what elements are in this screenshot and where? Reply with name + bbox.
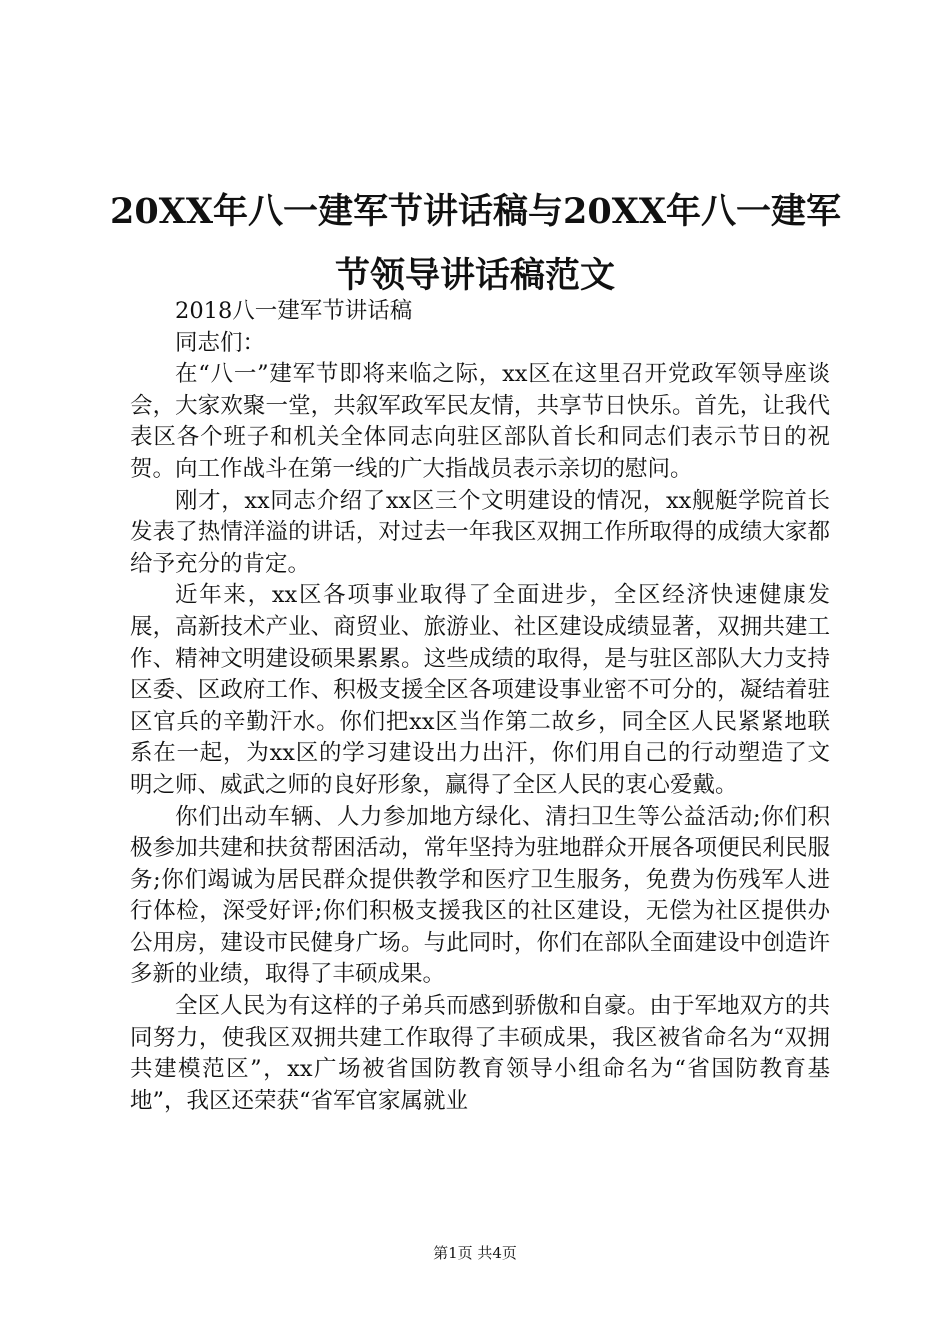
paragraph: 全区人民为有这样的子弟兵而感到骄傲和自豪。由于军地双方的共同努力，使我区双拥共建工作取得了丰硕成果，我区被省命名为“双拥共建模范区”，xx广场被省国防教育领导小组命名为“省国防教育基地”，我区还荣获“省军官家属就业	[130, 993, 830, 1114]
greeting: 同志们：	[175, 329, 266, 356]
title-line-2: 节领导讲话稿范文	[334, 255, 615, 296]
paragraph: 在“八一”建军节即将来临之际，xx区在这里召开党政军领导座谈会，大家欢聚一堂，共叙军政军民友情，共享节日快乐。首先，让我代表区各个班子和机关全体同志向驻区部队首长和同志们表示节日的祝贺。向工作战斗在第一线的广大指战员表示亲切的慰问。	[130, 361, 830, 482]
paragraph: 近年来，xx区各项事业取得了全面进步，全区经济快速健康发展，高新技术产业、商贸业、旅游业、社区建设成绩显著，双拥共建工作、精神文明建设硕果累累。这些成绩的取得，是与驻区部队大力支持区委、区政府工作、积极支援全区各项建设事业密不可分的，凝结着驻区官兵的辛勤汗水。你们把xx区当作第二故乡，同全区人民紧紧地联系在一起，为xx区的学习建设出力出汗，你们用自己的行动塑造了文明之师、威武之师的良好形象，赢得了全区人民的衷心爱戴。	[130, 582, 830, 798]
subtitle: 2018八一建军节讲话稿	[175, 298, 413, 324]
paragraph: 你们出动车辆、人力参加地方绿化、清扫卫生等公益活动;你们积极参加共建和扶贫帮困活动，常年坚持为驻地群众开展各项便民利民服务;你们竭诚为居民群众提供教学和医疗卫生服务，免费为伤残军人进行体检，深受好评;你们积极支援我区的社区建设，无偿为社区提供办公用房，建设市民健身广场。与此同时，你们在部队全面建设中创造许多新的业绩，取得了丰硕成果。	[130, 803, 830, 988]
document-body	[130, 296, 830, 1117]
title-line-1: 20XX年八一建军节讲话稿与20XX年八一建军	[110, 191, 842, 232]
document-title	[110, 180, 840, 308]
paragraph: 刚才，xx同志介绍了xx区三个文明建设的情况，xx舰艇学院首长发表了热情洋溢的讲话，对过去一年我区双拥工作所取得的成绩大家都给予充分的肯定。	[130, 487, 830, 577]
page-footer: 第1页 共4页	[433, 1244, 517, 1262]
